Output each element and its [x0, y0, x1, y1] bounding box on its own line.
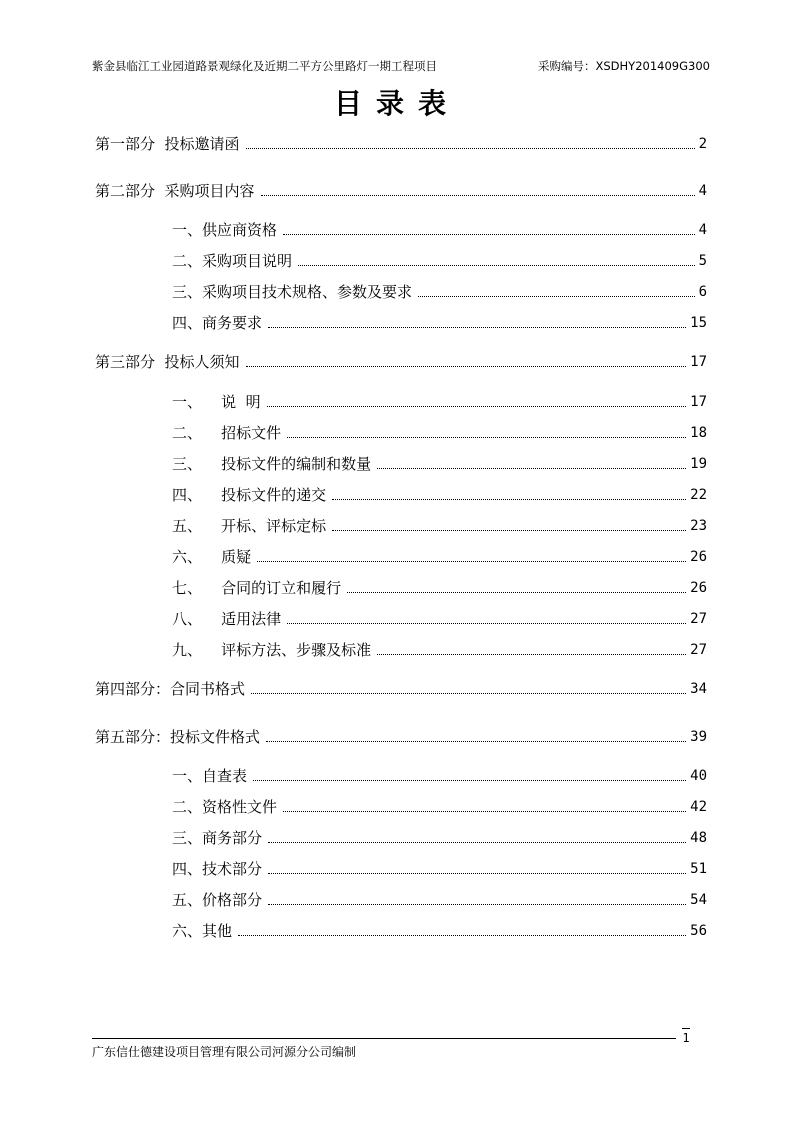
toc-entry-label: 八、 适用法律 [172, 610, 282, 628]
toc-subentry[interactable] [172, 575, 707, 601]
toc-entry-label: 四、商务要求 [172, 314, 263, 332]
toc-entry-label: 四、技术部分 [172, 860, 263, 878]
toc-section-entry[interactable] [95, 724, 707, 750]
toc-entry-page: 27 [690, 642, 707, 658]
toc-entry-page: 27 [690, 611, 707, 627]
toc-entry-page: 15 [690, 315, 707, 331]
toc-entry-label: 一、供应商资格 [172, 221, 278, 239]
toc-entry-label: 五、价格部分 [172, 891, 263, 909]
toc-entry-page: 4 [698, 222, 707, 238]
toc-section-entry[interactable] [95, 178, 707, 204]
toc-entry-label: 二、 招标文件 [172, 424, 282, 442]
toc-dot-leader [261, 195, 695, 196]
toc-entry-label: 一、 说 明 [172, 393, 261, 411]
toc-subentry[interactable] [172, 389, 707, 415]
document-title: 目录表 [333, 87, 460, 120]
toc-entry-page: 48 [690, 830, 707, 846]
toc-dot-leader [268, 842, 686, 843]
toc-entry-label: 二、资格性文件 [172, 798, 278, 816]
toc-subentry[interactable] [172, 310, 707, 336]
toc-entry-page: 5 [698, 253, 707, 269]
toc-subentry[interactable] [172, 279, 707, 305]
toc-entry-page: 54 [690, 892, 707, 908]
toc-dot-leader [332, 530, 686, 531]
toc-dot-leader [246, 148, 695, 149]
toc-entry-page: 18 [690, 425, 707, 441]
header-procurement-code: 采购编号：XSDHY201409G300 [538, 59, 710, 73]
toc-entry-page: 51 [690, 861, 707, 877]
toc-dot-leader [267, 406, 687, 407]
toc-dot-leader [251, 693, 686, 694]
toc-entry-label: 六、 质疑 [172, 548, 252, 566]
toc-entry-page: 6 [698, 284, 707, 300]
toc-entry-label: 三、采购项目技术规格、参数及要求 [172, 283, 413, 301]
toc-subentry[interactable] [172, 763, 707, 789]
toc-entry-label: 第五部分：投标文件格式 [95, 728, 261, 746]
toc-entry-page: 42 [690, 799, 707, 815]
toc-entry-label: 第二部分 采购项目内容 [95, 182, 255, 200]
toc-section-entry[interactable] [95, 676, 707, 702]
toc-subentry[interactable] [172, 451, 707, 477]
toc-entry-page: 56 [690, 923, 707, 939]
toc-subentry[interactable] [172, 606, 707, 632]
toc-subentry[interactable] [172, 420, 707, 446]
toc-entry-page: 40 [690, 768, 707, 784]
toc-entry-label: 第四部分：合同书格式 [95, 680, 246, 698]
toc-entry-page: 4 [698, 183, 707, 199]
toc-dot-leader [268, 873, 686, 874]
toc-subentry[interactable] [172, 856, 707, 882]
toc-dot-leader [238, 935, 686, 936]
toc-entry-label: 三、 投标文件的编制和数量 [172, 455, 372, 473]
toc-entry-page: 23 [690, 518, 707, 534]
toc-entry-page: 34 [690, 681, 707, 697]
toc-dot-leader [347, 592, 686, 593]
toc-subentry[interactable] [172, 513, 707, 539]
toc-entry-page: 17 [690, 354, 707, 370]
toc-dot-leader [418, 296, 695, 297]
toc-entry-label: 三、商务部分 [172, 829, 263, 847]
toc-dot-leader [266, 741, 686, 742]
toc-dot-leader [287, 623, 686, 624]
footer-company: 广东信仕德建设项目管理有限公司河源分公司编制 [92, 1045, 357, 1059]
toc-entry-page: 39 [690, 729, 707, 745]
toc-dot-leader [377, 654, 686, 655]
toc-subentry[interactable] [172, 825, 707, 851]
toc-subentry[interactable] [172, 544, 707, 570]
toc-dot-leader [246, 366, 687, 367]
header-project-title: 紫金县临江工业园道路景观绿化及近期二平方公里路灯一期工程项目 [92, 59, 437, 73]
toc-dot-leader [283, 234, 695, 235]
toc-subentry[interactable] [172, 637, 707, 663]
page-number-value: 1 [682, 1031, 690, 1045]
page-number [680, 1028, 692, 1045]
page-header [92, 58, 710, 76]
toc-entry-page: 19 [690, 456, 707, 472]
toc-entry-page: 2 [698, 136, 707, 152]
toc-dot-leader [298, 265, 695, 266]
toc-dot-leader [257, 561, 686, 562]
page-number-bar [682, 1028, 690, 1029]
toc-entry-label: 九、 评标方法、步骤及标准 [172, 641, 372, 659]
toc-subentry[interactable] [172, 918, 707, 944]
toc-entry-label: 第一部分 投标邀请函 [95, 135, 240, 153]
toc-entry-label: 四、 投标文件的递交 [172, 486, 327, 504]
toc-entry-page: 26 [690, 580, 707, 596]
toc-dot-leader [283, 811, 686, 812]
toc-dot-leader [268, 904, 686, 905]
footer-divider [92, 1038, 676, 1039]
toc-dot-leader [332, 499, 686, 500]
toc-section-entry[interactable] [95, 131, 707, 157]
toc-subentry[interactable] [172, 248, 707, 274]
toc-dot-leader [287, 437, 686, 438]
toc-entry-page: 17 [690, 394, 707, 410]
toc-entry-label: 七、 合同的订立和履行 [172, 579, 342, 597]
toc-subentry[interactable] [172, 794, 707, 820]
toc-section-entry[interactable] [95, 349, 707, 375]
toc-subentry[interactable] [172, 887, 707, 913]
toc-entry-label: 一、自查表 [172, 767, 248, 785]
toc-entry-page: 22 [690, 487, 707, 503]
toc-entry-page: 26 [690, 549, 707, 565]
toc-entry-label: 五、 开标、评标定标 [172, 517, 327, 535]
toc-subentry[interactable] [172, 217, 707, 243]
toc-dot-leader [253, 780, 686, 781]
toc-entry-label: 二、采购项目说明 [172, 252, 293, 270]
toc-subentry[interactable] [172, 482, 707, 508]
toc-entry-label: 六、其他 [172, 922, 233, 940]
toc-dot-leader [377, 468, 686, 469]
toc-entry-label: 第三部分 投标人须知 [95, 353, 240, 371]
toc-dot-leader [268, 327, 686, 328]
